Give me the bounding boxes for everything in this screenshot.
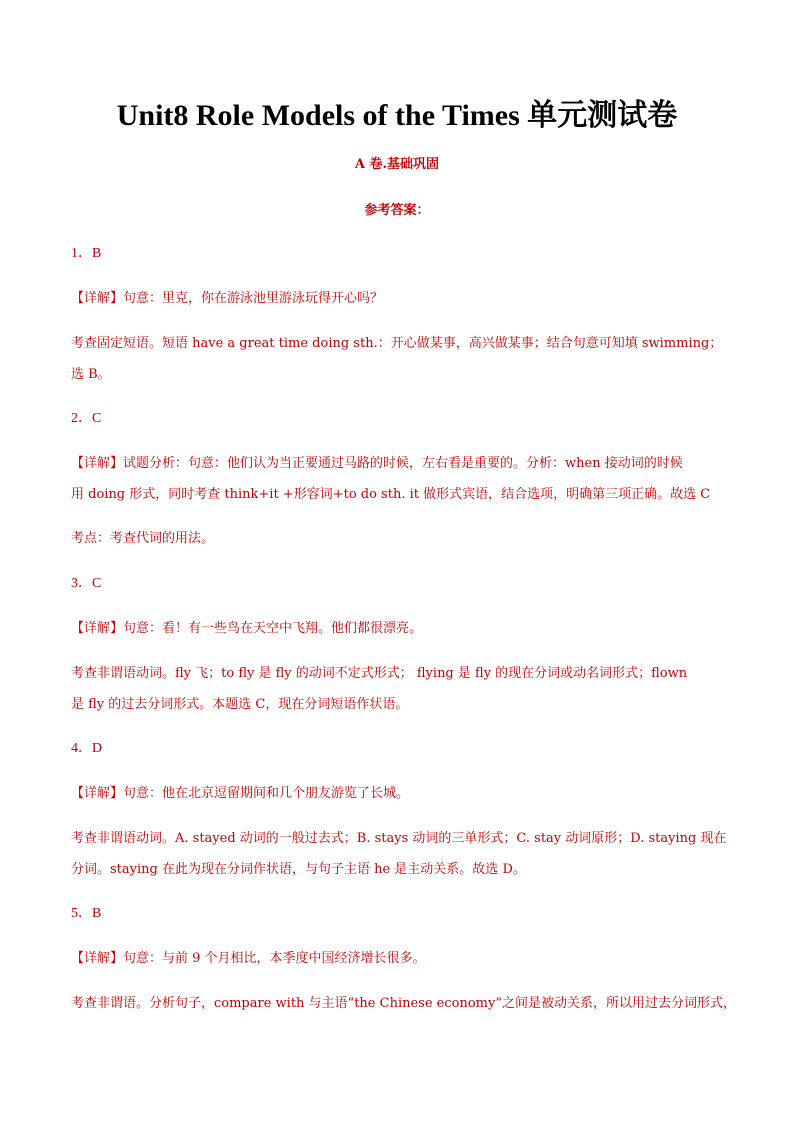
answer-detail-line — [71, 290, 731, 308]
detail-text: 句意：里克，你在游泳池里游泳玩得开心吗？ — [123, 291, 384, 306]
answers-heading: 参考答案： — [364, 203, 430, 218]
explanation-line: 考点：考查代词的用法。 — [71, 531, 215, 546]
answer-detail-line — [71, 455, 731, 473]
detail-tag: 【详解】 — [71, 621, 124, 636]
explanation-line: 用 doing 形式，同时考查 think+it +形容词+to do sth. it 做形式宾语，结合选项，明确第三项正确。故选 C — [71, 487, 711, 502]
detail-text: 句意：他在北京逗留期间和几个朋友游览了长城。 — [123, 786, 410, 801]
detail-tag: 【详解】 — [71, 291, 124, 306]
answer-number: 3．C — [71, 576, 102, 591]
explanation-line: 考查非谓语。分析句子，compare with 与主语“the Chinese economy”之间是被动关系，所以用过去分词形式， — [71, 996, 736, 1011]
explanation-line: 考查非谓语动词。A. stayed 动词的一般过去式；B. stays 动词的三单形式；C. stay 动词原形；D. staying 现在 — [71, 831, 727, 846]
detail-tag: 【详解】 — [71, 456, 124, 471]
section-label: A 卷.基础巩固 — [354, 157, 440, 172]
answer-number: 4．D — [71, 741, 103, 756]
explanation-line: 考查非谓语动词。fly 飞；to fly 是 fly 的动词不定式形式； flying 是 fly 的现在分词或动名词形式；flown — [71, 666, 688, 681]
document-title: Unit8 Role Models of the Times 单元测试卷 — [116, 99, 678, 132]
answer-number: 2．C — [71, 411, 102, 426]
explanation-line: 分词。staying 在此为现在分词作状语，与句子主语 he 是主动关系。故选 D。 — [71, 862, 526, 877]
detail-text: 试题分析：句意：他们认为当正要通过马路的时候，左右看是重要的。分析：when 接动词的时候 — [123, 456, 683, 471]
explanation-line: 是 fly 的过去分词形式。本题选 C，现在分词短语作状语。 — [71, 697, 409, 712]
detail-tag: 【详解】 — [71, 786, 124, 801]
answer-detail-line — [71, 950, 731, 968]
detail-text: 句意：看！有一些鸟在天空中飞翔。他们都很漂亮。 — [123, 621, 423, 636]
explanation-line: 考查固定短语。短语 have a great time doing sth.：开心做某事，高兴做某事；结合句意可知填 swimming； — [71, 336, 723, 351]
answer-detail-line — [71, 620, 731, 638]
answer-number: 1．B — [71, 246, 102, 261]
detail-tag: 【详解】 — [71, 951, 124, 966]
explanation-line: 选 B。 — [71, 367, 111, 382]
detail-text: 句意：与前 9 个月相比，本季度中国经济增长很多。 — [123, 951, 426, 966]
answer-number: 5．B — [71, 906, 102, 921]
answer-detail-line — [71, 785, 731, 803]
